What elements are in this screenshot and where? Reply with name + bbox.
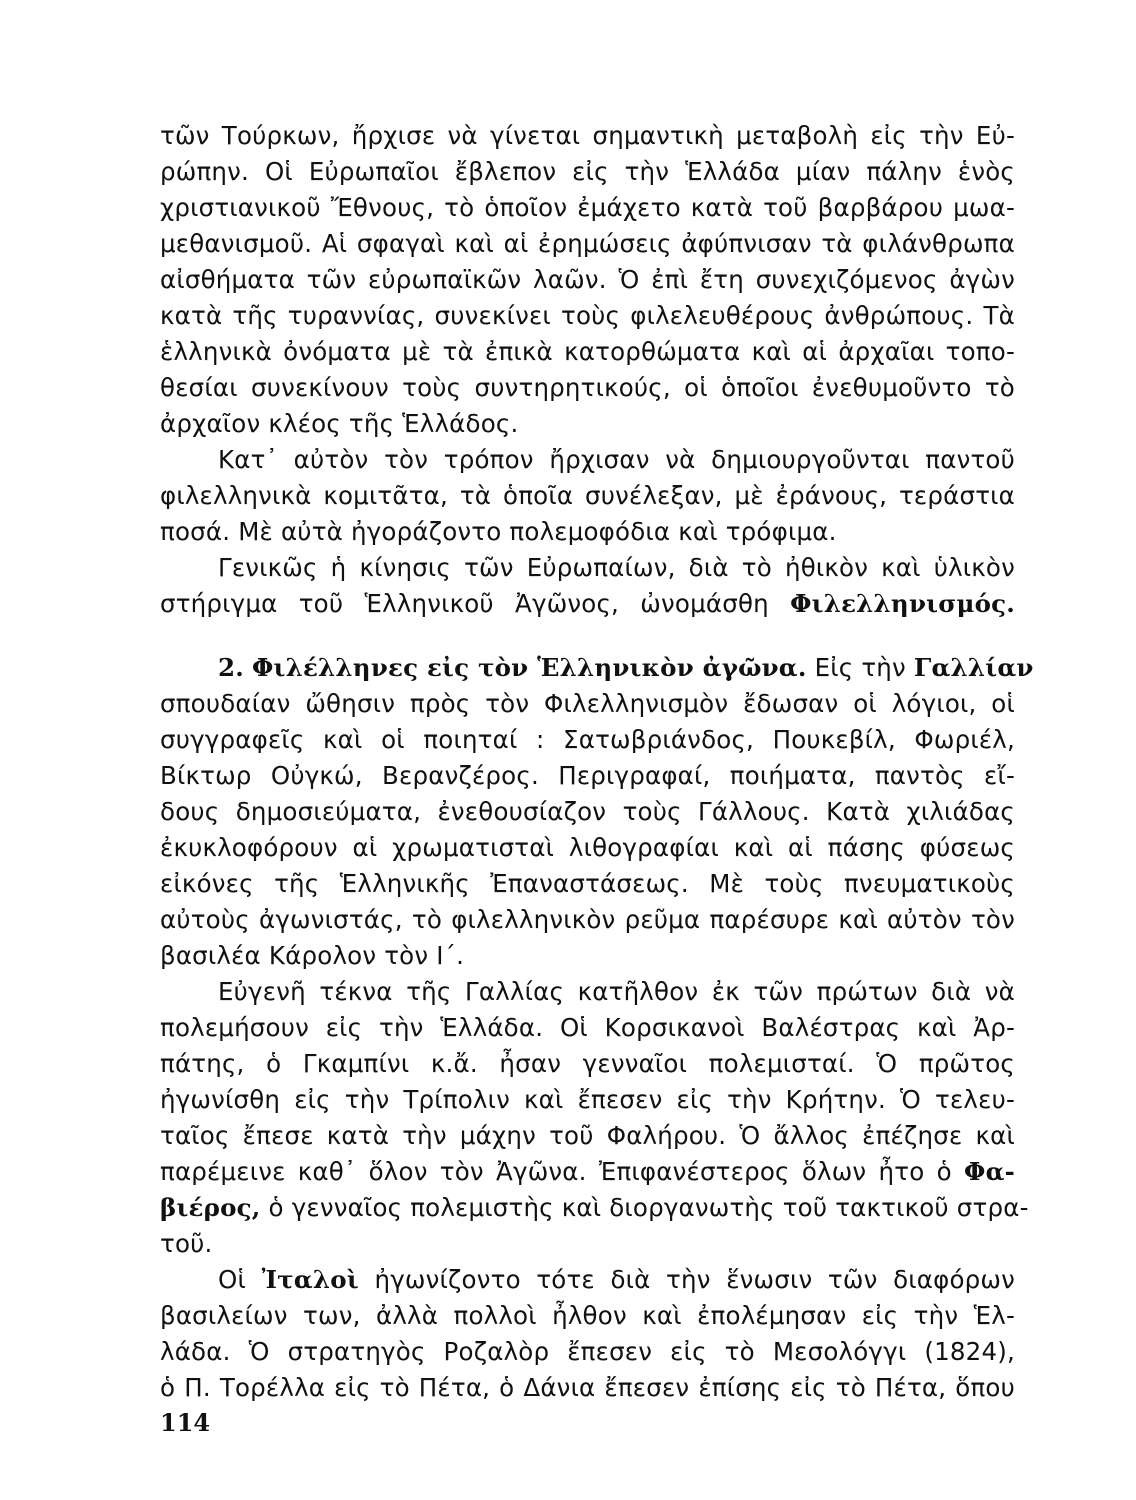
text-line: ρώπην. Οἱ Εὐρωπαῖοι ἔβλεπον εἰς τὴν Ἑλλάδα μίαν πάλην ἑνὸς xyxy=(160,157,1015,186)
text-line: ὁ Π. Τορέλλα εἰς τὸ Πέτα, ὁ Δάνια ἔπεσεν ἐπίσης εἰς τὸ Πέτα, ὅπου xyxy=(160,1373,1015,1402)
text-line: ἐκυκλοφόρουν αἱ χρωματισταὶ λιθογραφίαι καὶ αἱ πάσης φύσεως xyxy=(160,833,1015,862)
text-span: ὁ γενναῖος πολεμιστὴς καὶ διοργανωτὴς τοῦ τακτικοῦ στρα- xyxy=(268,1193,1029,1222)
text-span: Εἰς τὴν xyxy=(814,653,906,682)
text-line: μεθανισμοῦ. Αἱ σφαγαὶ καὶ αἱ ἐρημώσεις ἀφύπνισαν τὰ φιλάνθρωπα xyxy=(160,229,1015,258)
page-number: 114 xyxy=(160,1408,211,1437)
bold-term-fabvier: βιέρος, xyxy=(160,1193,261,1222)
text-line: πολεμήσουν εἰς τὴν Ἑλλάδα. Οἱ Κορσικανοὶ Βαλέστρας καὶ Ἀρ- xyxy=(160,1013,1015,1042)
text-line: Εὐγενῆ τέκνα τῆς Γαλλίας κατῆλθον ἐκ τῶν πρώτων διὰ νὰ xyxy=(218,977,1015,1006)
text-line: βασιλέα Κάρολον τὸν Ι΄. xyxy=(160,941,465,970)
text-line: τῶν Τούρκων, ἤρχισε νὰ γίνεται σημαντικὴ μεταβολὴ εἰς τὴν Εὐ- xyxy=(160,121,1015,150)
text-line xyxy=(160,1154,1015,1190)
text-span: στήριγμα τοῦ Ἑλληνικοῦ Ἀγῶνος, ὠνομάσθη xyxy=(160,589,769,618)
text-line: αὐτοὺς ἀγωνιστάς, τὸ φιλελληνικὸν ρεῦμα παρέσυρε καὶ αὐτὸν τὸν xyxy=(160,905,1015,934)
text-line: αἰσθήματα τῶν εὐρωπαϊκῶν λαῶν. Ὁ ἐπὶ ἔτη συνεχιζόμενος ἀγὼν xyxy=(160,265,1015,294)
section-title: Φιλέλληνες εἰς τὸν Ἑλληνικὸν ἀγῶνα. xyxy=(251,653,807,682)
text-line: Βίκτωρ Οὐγκώ, Βερανζέρος. Περιγραφαί, ποιήματα, παντὸς εἴ- xyxy=(160,761,1015,790)
bold-term-fabvier: Φα- xyxy=(964,1157,1016,1186)
bold-term-philhellenism: Φιλελληνισμός. xyxy=(790,589,1015,618)
text-line: εἰκόνες τῆς Ἑλληνικῆς Ἐπαναστάσεως. Μὲ τοὺς πνευματικοὺς xyxy=(160,869,1015,898)
text-line: Γενικῶς ἡ κίνησις τῶν Εὐρωπαίων, διὰ τὸ ἠθικὸν καὶ ὑλικὸν xyxy=(218,553,1015,582)
text-line: πάτης, ὁ Γκαμπίνι κ.ἄ. ἦσαν γενναῖοι πολεμισταί. Ὁ πρῶτος xyxy=(160,1049,1015,1078)
text-line: ἠγωνίσθη εἰς τὴν Τρίπολιν καὶ ἔπεσεν εἰς τὴν Κρήτην. Ὁ τελευ- xyxy=(160,1085,1015,1114)
text-line: θεσίαι συνεκίνουν τοὺς συντηρητικούς, οἱ ὁποῖοι ἐνεθυμοῦντο τὸ xyxy=(160,373,1015,402)
text-line: Κατ᾿ αὐτὸν τὸν τρόπον ἤρχισαν νὰ δημιουργοῦνται παντοῦ xyxy=(218,445,1015,474)
text-line: σπουδαίαν ὤθησιν πρὸς τὸν Φιλελληνισμὸν ἔδωσαν οἱ λόγιοι, οἱ xyxy=(160,689,1015,718)
text-line: ποσά. Μὲ αὐτὰ ἠγοράζοντο πολεμοφόδια καὶ τρόφιμα. xyxy=(160,517,837,546)
text-span: Οἱ xyxy=(218,1265,246,1294)
text-line: φιλελληνικὰ κομιτᾶτα, τὰ ὁποῖα συνέλεξαν, μὲ ἐράνους, τεράστια xyxy=(160,481,1015,510)
text-span: ἠγωνίζοντο τότε διὰ τὴν ἕνωσιν τῶν διαφόρων xyxy=(374,1265,1015,1294)
text-line xyxy=(218,1262,1015,1298)
text-line: ἑλληνικὰ ὀνόματα μὲ τὰ ἐπικὰ κατορθώματα καὶ αἱ ἀρχαῖαι τοπο- xyxy=(160,337,1015,366)
text-line: λάδα. Ὁ στρατηγὸς Ροζαλὸρ ἔπεσεν εἰς τὸ Μεσολόγγι (1824), xyxy=(160,1337,1015,1366)
text-line: ἀρχαῖον κλέος τῆς Ἑλλάδος. xyxy=(160,409,519,438)
section-heading xyxy=(218,650,1034,686)
text-line: ταῖος ἔπεσε κατὰ τὴν μάχην τοῦ Φαλήρου. Ὁ ἄλλος ἐπέζησε καὶ xyxy=(160,1121,1015,1150)
text-line: βασιλείων των, ἀλλὰ πολλοὶ ἦλθον καὶ ἐπολέμησαν εἰς τὴν Ἑλ- xyxy=(160,1301,1015,1330)
section-number: 2. xyxy=(218,653,244,682)
text-line xyxy=(160,1190,1029,1226)
text-line: συγγραφεῖς καὶ οἱ ποιηταί : Σατωβριάνδος, Πουκεβίλ, Φωριέλ, xyxy=(160,725,1015,754)
text-line: χριστιανικοῦ Ἔθνους, τὸ ὁποῖον ἐμάχετο κατὰ τοῦ βαρβάρου μωα- xyxy=(160,193,1015,222)
bold-term-italians: Ἰταλοὶ xyxy=(261,1265,359,1294)
bold-term-france: Γαλλίαν xyxy=(913,653,1034,682)
text-line xyxy=(160,586,1015,622)
text-span: παρέμεινε καθ᾿ ὅλον τὸν Ἀγῶνα. Ἐπιφανέστερος ὅλων ἦτο ὁ xyxy=(160,1157,952,1186)
text-line: τοῦ. xyxy=(160,1229,213,1258)
text-line: κατὰ τῆς τυραννίας, συνεκίνει τοὺς φιλελευθέρους ἀνθρώπους. Τὰ xyxy=(160,301,1015,330)
text-line: δους δημοσιεύματα, ἐνεθουσίαζον τοὺς Γάλλους. Κατὰ χιλιάδας xyxy=(160,797,1015,826)
